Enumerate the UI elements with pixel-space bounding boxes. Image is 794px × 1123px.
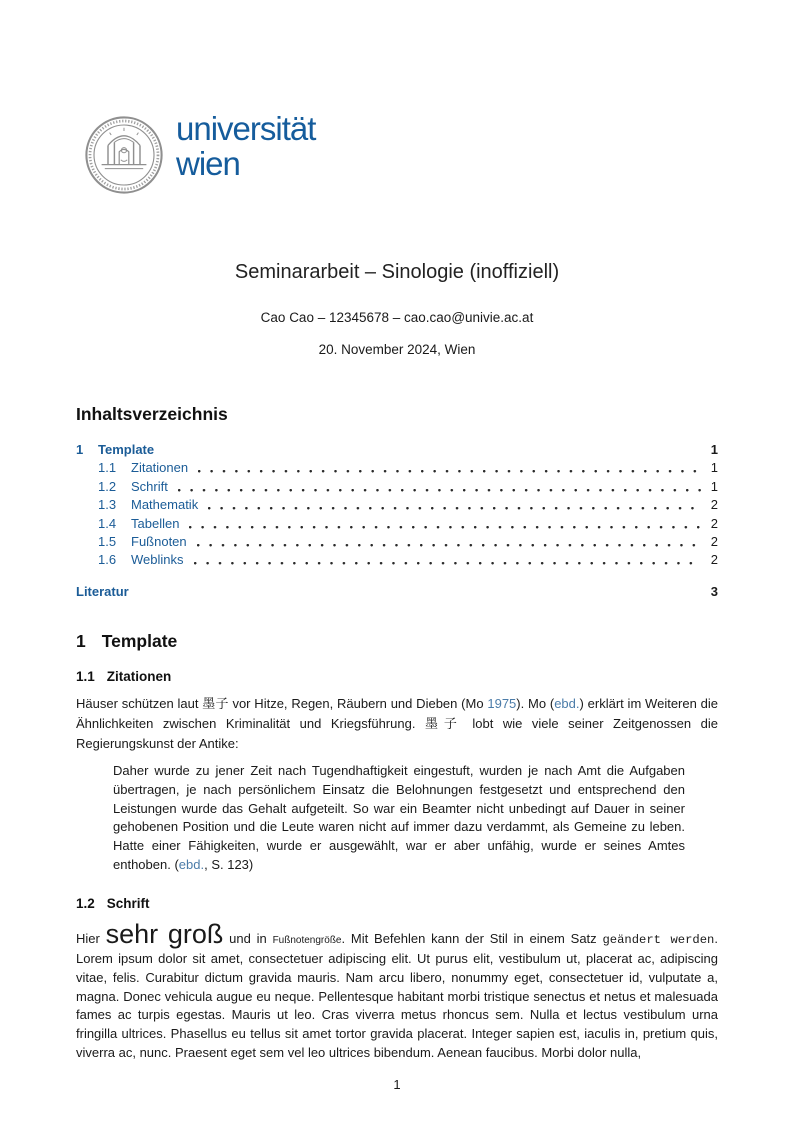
section-heading-template [76, 631, 718, 652]
document-author: Cao Cao – 12345678 – cao.cao@univie.ac.at [260, 310, 534, 325]
toc-entry-label[interactable]: Mathematik [131, 497, 199, 513]
toc-entry-page: 2 [710, 552, 718, 568]
toc-entry-page: 3 [710, 583, 718, 599]
text-segment: und in [223, 930, 273, 946]
blockquote-mozi [113, 762, 685, 874]
toc-entry-label[interactable]: Tabellen [131, 515, 180, 531]
toc-entry-label[interactable]: Schrift [131, 478, 168, 494]
toc-entry-label[interactable]: Weblinks [131, 552, 184, 568]
toc-entry-number: 1.2 [98, 478, 117, 494]
document-date: 20. November 2024, Wien [318, 342, 476, 357]
toc-entry-number: 1.4 [98, 515, 117, 531]
toc-entry-schrift[interactable] [76, 478, 718, 496]
toc-entry-template[interactable] [76, 441, 718, 459]
text-segment: vor Hitze, Regen, Räubern und Dieben (Mo [228, 696, 488, 712]
toc-entry-fu-noten[interactable] [76, 533, 718, 551]
text-segment: . Mit Befehlen kann der Stil in einem Satz [341, 930, 603, 946]
citation-link[interactable]: ebd. [178, 856, 205, 872]
text-segment: Häuser schützen laut [76, 696, 203, 712]
section-number: 1 [76, 631, 86, 652]
toc-entry-page: 1 [710, 460, 718, 476]
text-segment: 墨子 [424, 716, 463, 732]
toc-entry-tabellen[interactable] [76, 515, 718, 533]
toc-entry-page: 1 [710, 478, 718, 494]
subsection-heading-zitationen [76, 669, 718, 684]
toc-entry-number: 1.6 [98, 552, 117, 568]
toc-entry-number: 1.5 [98, 534, 117, 550]
content-column [0, 404, 794, 1063]
toc-entry-number: 1 [76, 442, 84, 457]
toc-entry-label[interactable]: Template [98, 442, 155, 457]
table-of-contents [76, 441, 718, 601]
toc-dot-leader [204, 496, 702, 514]
paragraph-zitationen [76, 695, 718, 753]
toc-entry-mathematik[interactable] [76, 496, 718, 514]
toc-entry-label[interactable]: Literatur [76, 583, 129, 599]
toc-entry-zitationen[interactable] [76, 459, 718, 477]
text-segment: sehr groß [105, 918, 224, 949]
toc-entry-page: 2 [710, 515, 718, 531]
page-number: 1 [393, 1077, 401, 1092]
toc-heading: Inhaltsverzeichnis [76, 404, 228, 424]
subsection-title: Zitationen [106, 669, 172, 685]
toc-entry-number: 1.3 [98, 497, 117, 513]
text-segment: lobt wie viele seiner Zeitgenossen die Regierungskunst der Antike: [76, 715, 718, 751]
text-segment: geändert werden [602, 932, 715, 947]
toc-dot-leader [160, 441, 702, 459]
toc-entry-literatur[interactable] [76, 583, 718, 601]
section-title: Template [101, 631, 178, 652]
text-segment: ). Mo ( [516, 696, 555, 712]
text-segment: Hier [76, 930, 106, 946]
subsection-title: Schrift [106, 895, 150, 911]
university-seal-icon [84, 115, 164, 195]
toc-dot-leader [193, 533, 702, 551]
toc-entry-page: 2 [710, 534, 718, 550]
document-title: Seminararbeit – Sinologie (inoffiziell) [234, 261, 560, 283]
university-wordmark [176, 111, 315, 181]
toc-entry-page: 1 [710, 442, 718, 457]
text-segment: ) erklärt im Weiteren die Ähnlichkeiten zwischen Kriminalität und Kriegsführung. [76, 696, 718, 731]
toc-dot-leader [190, 551, 702, 569]
text-segment: 墨子 [202, 697, 229, 713]
subsection-number: 1.1 [76, 669, 95, 685]
toc-entry-page: 2 [710, 497, 718, 513]
text-segment: Fußnotengröße [272, 934, 342, 946]
toc-dot-leader [194, 459, 702, 477]
wordmark-line2: wien [176, 145, 240, 182]
wordmark-line1: universität [176, 110, 316, 147]
citation-link[interactable]: ebd. [554, 696, 580, 712]
paragraph-schrift [76, 918, 718, 1063]
toc-dot-leader [185, 515, 702, 533]
text-segment: Daher wurde zu jener Zeit nach Tugendhaftigkeit eingestuft, wurden je nach Amt die Aufgaben übertragen, je nach persönlichem Einsatz die Belohnungen festgesetzt und entsprechend den Leistungen wurde das Gehalt aufgeteilt. So war ein Beamter nicht unbedingt auf Dauer in seiner gehobenen Position und die Leute waren nicht auf immer dazu verdammt, als Gemeine zu leben. Hatte einer Fähigkeiten, wurde er ausgewählt, war er aber unfähig, wurde er seines Amtes enthoben. ( [113, 763, 685, 872]
citation-link[interactable]: 1975 [487, 696, 517, 712]
toc-dot-leader [174, 478, 702, 496]
text-segment: , S. 123) [204, 856, 254, 872]
subsection-number: 1.2 [76, 895, 95, 911]
university-logo [84, 110, 794, 195]
text-segment: . Lorem ipsum dolor sit amet, consectetuer adipiscing elit. Ut purus elit, vestibulum ut, placerat ac, adipiscing vitae, felis. Curabitur dictum gravida mauris. Nam arcu libero, nonummy eget, consectetuer id, vulputate a, magna. Donec vehicula augue eu neque. Pellentesque habitant morbi tristique senectus et netus et malesuada fames ac turpis egestas. Mauris ut leo. Cras viverra metus rhoncus sem. Nulla et lectus vestibulum urna fringilla ultrices. Phasellus eu tellus sit amet tortor gravida placerat. Integer sapien est, iaculis in, pretium quis, viverra ac, nunc. Praesent eget sem vel leo ultrices bibendum. Aenean faucibus. Morbi dolor nulla, [76, 930, 718, 1060]
toc-entry-label[interactable]: Fußnoten [131, 534, 187, 550]
subsection-heading-schrift [76, 896, 718, 911]
toc-entry-label[interactable]: Zitationen [131, 460, 189, 476]
toc-entry-weblinks[interactable] [76, 551, 718, 569]
toc-dot-leader [135, 583, 702, 601]
toc-entry-number: 1.1 [98, 460, 117, 476]
